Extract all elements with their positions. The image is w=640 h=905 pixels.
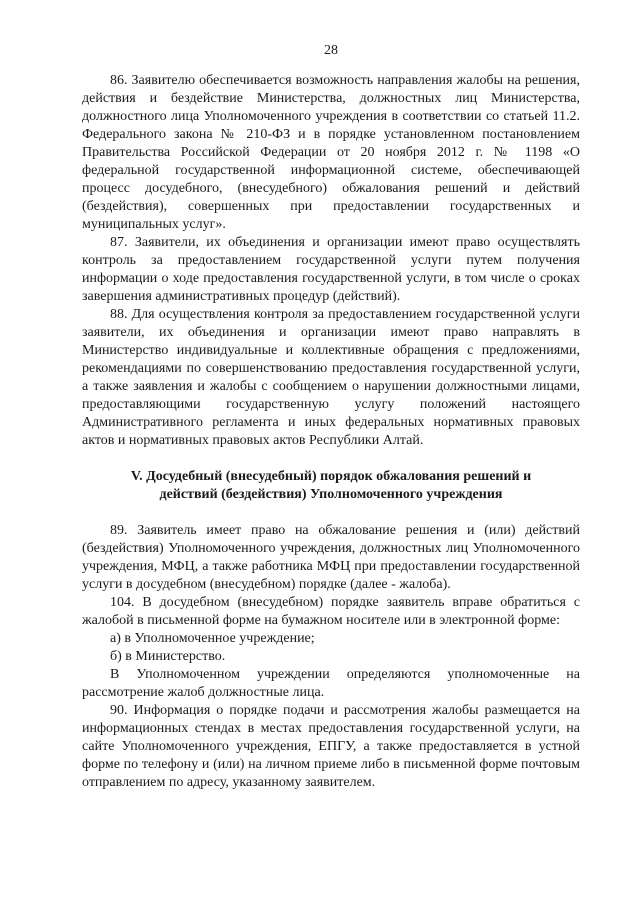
document-body (82, 72, 580, 792)
paragraph-88: 88. Для осуществления контроля за предоставлением государственной услуги заявители, их объединения и организации имеют право направлять в Министерство индивидуальные и коллективные обращения с предложениями, рекомендациями по совершенствованию предоставления государственной услуги, а также заявления и жалобы с сообщением о нарушении должностными лицами, предоставляющими государственную услугу положений настоящего Административного регламента и иных федеральных нормативных правовых актов и нормативных правовых актов Республики Алтай. (82, 307, 580, 448)
paragraph-officials: В Уполномоченном учреждении определяются уполномоченные на рассмотрение жалоб должностные лица. (82, 667, 580, 700)
spacer (82, 450, 580, 468)
paragraph-104: 104. В досудебном (внесудебном) порядке заявитель вправе обратиться с жалобой в письменной форме на бумажном носителе или в электронной форме: (82, 595, 580, 628)
document-page (82, 0, 580, 905)
paragraph-90: 90. Информация о порядке подачи и рассмотрения жалобы размещается на информационных стендах в местах предоставления государственной услуги, на сайте Уполномоченного учреждения, ЕПГУ, а также предоставляется в устной форме по телефону и (или) на личном приеме либо в письменной форме почтовым отправлением по адресу, указанному заявителем. (82, 703, 580, 790)
section-heading-line-2: действий (бездействия) Уполномоченного учреждения (159, 487, 503, 502)
section-heading-line-1: V. Досудебный (внесудебный) порядок обжалования решений и (130, 469, 532, 484)
paragraph-86: 86. Заявителю обеспечивается возможность направления жалобы на решения, действия и бездействие Министерства, должностных лиц Министерства, должностного лица Уполномоченного учреждения в соответствии со статьей 11.2. Федерального закона № 210-ФЗ и в порядке установленном постановлением Правительства Российской Федерации от 20 ноября 2012 г. № 1198 «О федеральной государственной информационной системе, обеспечивающей процесс досудебного, (внесудебного) обжалования решений и действий (бездействия), совершенных при предоставлении государственных и муниципальных услуг». (82, 73, 580, 232)
spacer (82, 504, 580, 522)
page-number: 28 (324, 43, 338, 58)
section-heading (82, 468, 580, 504)
paragraph-87: 87. Заявители, их объединения и организации имеют право осуществлять контроль за предоставлением государственной услуги путем получения информации о ходе предоставления государственной услуги, в том числе о сроках завершения административных процедур (действий). (82, 235, 580, 304)
list-item-a: а) в Уполномоченное учреждение; (110, 631, 315, 646)
list-item-b: б) в Министерство. (110, 649, 226, 664)
paragraph-89: 89. Заявитель имеет право на обжалование решения и (или) действий (бездействия) Уполномоченного учреждения, должностных лиц Уполномоченного учреждения, МФЦ, а также работника МФЦ при предоставлении государственной услуги в досудебном (внесудебном) порядке (далее - жалоба). (82, 523, 580, 592)
